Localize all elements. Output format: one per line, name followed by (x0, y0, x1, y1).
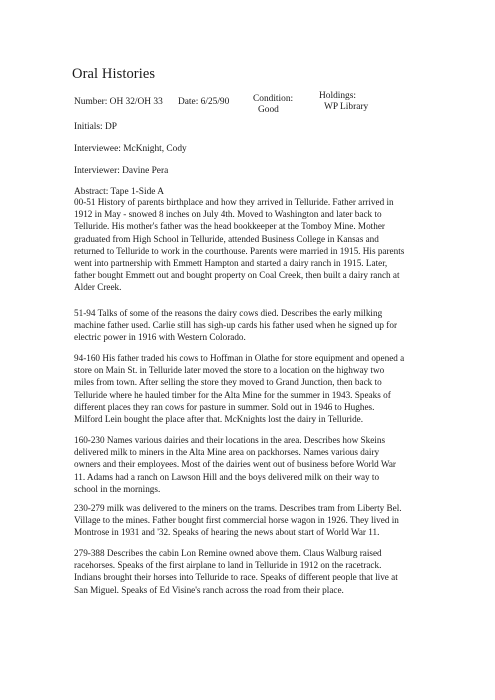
text-line: 160-230 Names various dairies and their locations in the area. Describes how Skeins (74, 435, 386, 445)
interviewer: Interviewer: Davine Pera (74, 166, 169, 176)
abstract-paragraph-1 (74, 196, 486, 294)
text-line: school in the mornings. (74, 483, 161, 494)
abstract-paragraph-3 (74, 352, 486, 425)
abstract-paragraph-6 (74, 547, 486, 596)
text-line: Milford Lein bought the place after that. McKnights lost the dairy in Telluride. (74, 414, 364, 425)
text-line: Montrose in 1931 and '32. Speaks of hearing the news about start of World War 11. (74, 527, 380, 538)
text-line: Telluride. His mother's father was the head bookkeeper at the Tomboy Mine. Mother (74, 221, 385, 232)
text-line: miles from town. After selling the store they moved to Grand Junction, then back to (74, 377, 382, 388)
abstract-heading: Abstract: Tape 1-Side A (74, 187, 165, 197)
text-line: 11. Adams had a ranch on Lawson Hill and the boys delivered milk on their way to (74, 471, 380, 482)
text-line: 94-160 His father traded his cows to Hoffman in Olathe for store equipment and opened a (74, 353, 405, 363)
text-line: Alder Creek. (74, 282, 122, 293)
text-line: father bought Emmett out and bought property on Coal Creek, then built a dairy ranch at (74, 270, 400, 281)
holdings-label: Holdings: (319, 91, 356, 101)
abstract-paragraph-4 (74, 434, 486, 495)
text-line: Telluride where he hauled timber for the Alta Mine for the summer in 1943. Speaks of (74, 389, 391, 400)
text-line: San Miguel. Speaks of Ed Visine's ranch across the road from their place. (74, 584, 344, 595)
text-line: store on Main St. in Telluride later moved the store to a location on the highway two (74, 365, 385, 376)
text-line: 230-279 milk was delivered to the miners on the trams. Describes tram from Liberty Bel. (74, 503, 402, 513)
text-line: went into partnership with Emmett Hampton and started a dairy ranch in 1915. Later, (74, 258, 388, 269)
abstract-paragraph-2 (74, 307, 486, 344)
text-line: Indians brought their horses into Telluride to race. Speaks of different people that live at (74, 572, 398, 583)
text-line: machine father used. Carlie still has sigh-up cards his father used when he signed up for (74, 320, 398, 331)
text-line: racehorses. Speaks of the first airplane to land in Telluride in 1912 on the racetrack. (74, 560, 382, 571)
abstract-paragraph-5 (74, 502, 486, 539)
record-number: Number: OH 32/OH 33 (74, 97, 163, 107)
holdings-value: WP Library (324, 102, 369, 112)
text-line: delivered milk to miners in the Alta Mine area on packhorses. Names various dairy (74, 447, 380, 458)
record-date: Date: 6/25/90 (178, 97, 230, 107)
condition-label: Condition: (253, 94, 294, 104)
text-line: graduated from High School in Telluride, attended Business College in Kansas and (74, 233, 379, 244)
document-title: Oral Histories (72, 66, 156, 82)
interviewee: Interviewee: McKnight, Cody (74, 144, 187, 154)
initials: Initials: DP (74, 122, 117, 132)
text-line: electric power in 1916 with Western Colorado. (74, 332, 246, 343)
text-line: different places they ran cows for pasture in summer. Sold out in 1946 to Hughes. (74, 401, 375, 412)
text-line: owners and their employees. Most of the dairies went out of business before World War (74, 459, 396, 470)
text-line: returned to Telluride to work in the courthouse. Parents were married in 1915. His parents (74, 245, 405, 256)
text-line: Village to the mines. Father bought first commercial horse wagon in 1926. They lived in (74, 515, 399, 526)
text-line: 1912 in May - snowed 8 inches on July 4th. Moved to Washington and later back to (74, 209, 382, 220)
text-line: 51-94 Talks of some of the reasons the dairy cows died. Describes the early milking (74, 308, 383, 318)
text-line: 00-51 History of parents birthplace and how they arrived in Telluride. Father arrived in (74, 197, 394, 207)
condition-value: Good (258, 105, 279, 115)
text-line: 279-388 Describes the cabin Lon Remine owned above them. Claus Walburg raised (74, 548, 382, 558)
